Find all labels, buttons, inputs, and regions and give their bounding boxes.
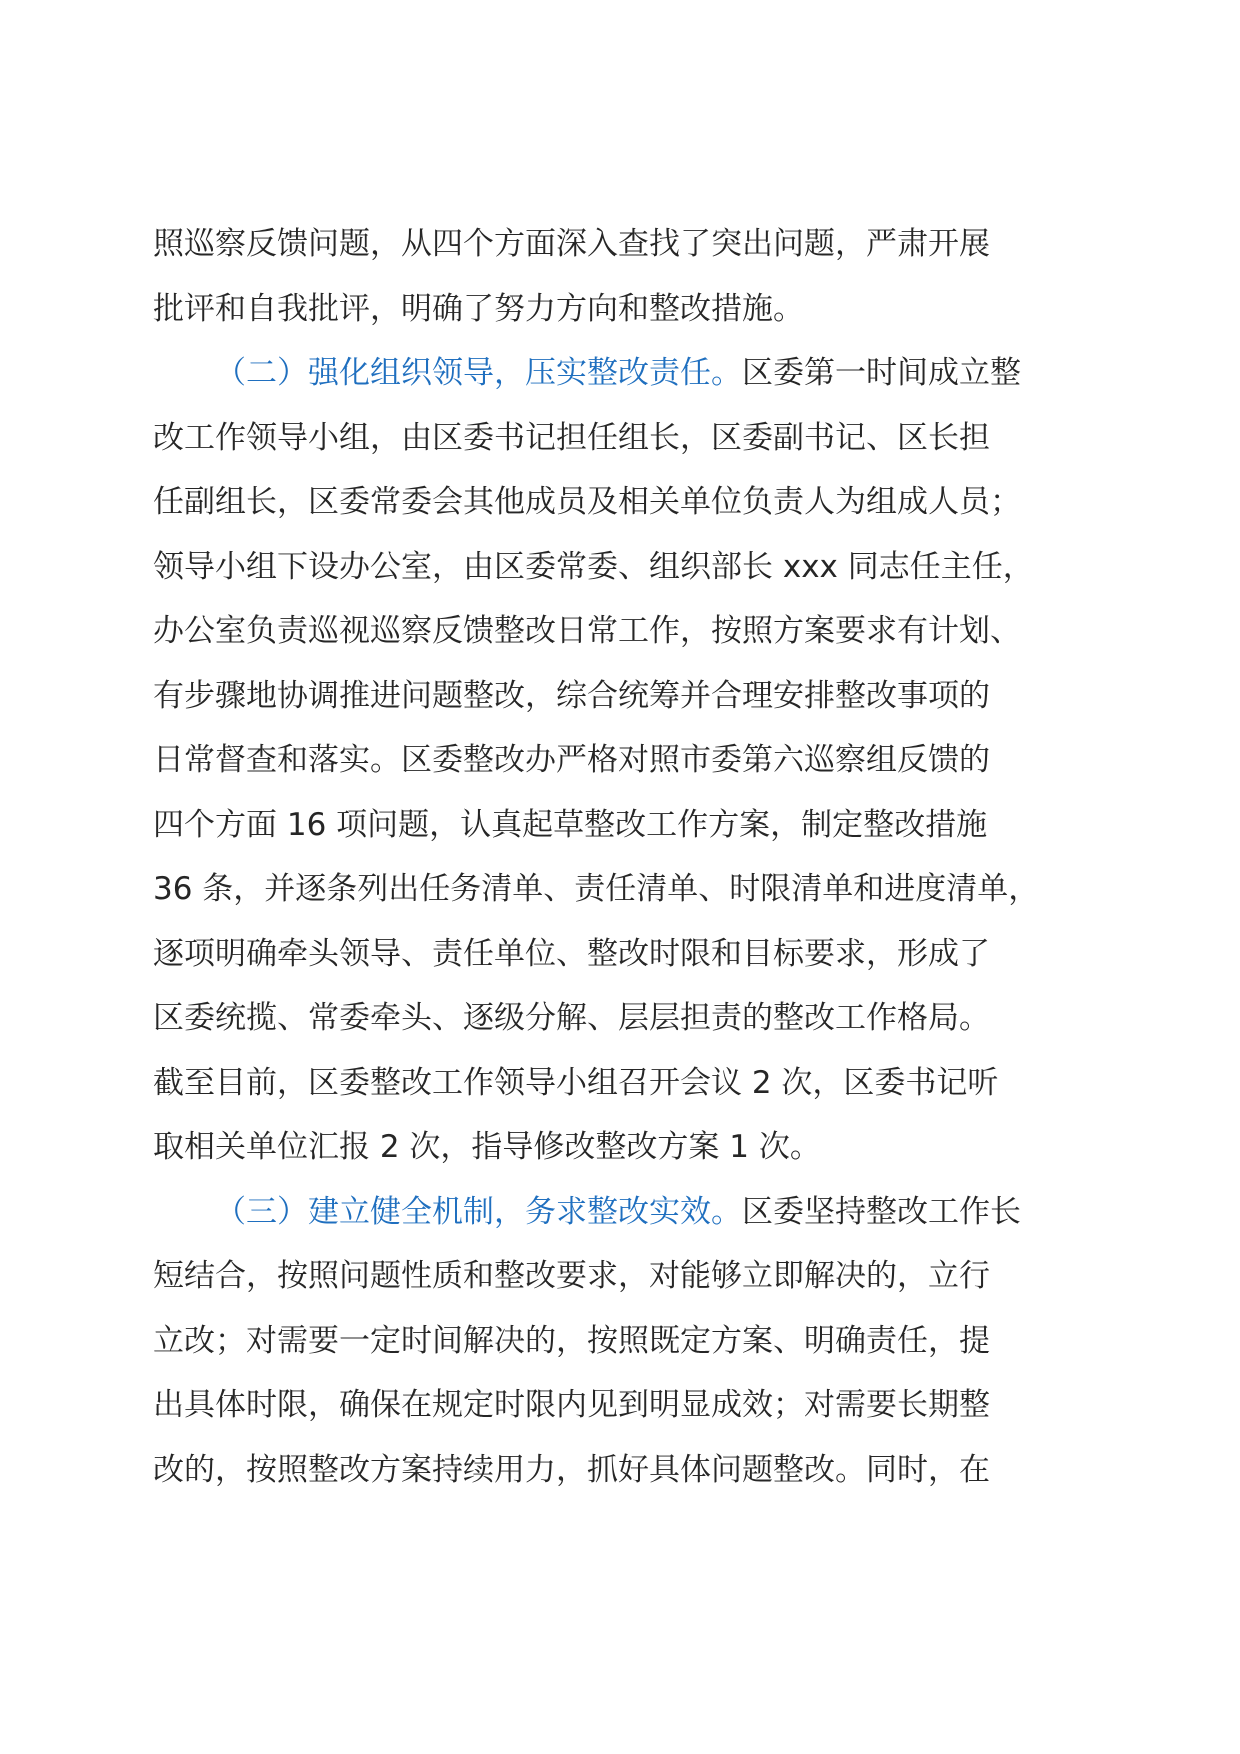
- line-text: 有步骤地协调推进问题整改，综合统筹并合理安排整改事项的: [153, 677, 990, 714]
- line-text: 四个方面 16 项问题，认真起草整改工作方案，制定整改措施: [153, 806, 988, 843]
- line-text: 取相关单位汇报 2 次，指导修改整改方案 1 次。: [153, 1129, 821, 1165]
- text-line: [153, 1051, 1083, 1116]
- text-line: [153, 857, 1083, 922]
- text-line: [153, 535, 1083, 600]
- section-heading-3: （三）建立健全机制，务求整改实效。: [215, 1193, 742, 1230]
- paragraph-start-line: [153, 341, 1083, 406]
- line-text: 截至目前，区委整改工作领导小组召开会议 2 次，区委书记听: [153, 1064, 999, 1101]
- text-line: [153, 922, 1083, 987]
- line-text: 短结合，按照问题性质和整改要求，对能够立即解决的，立行: [153, 1258, 990, 1294]
- text-line: [153, 212, 1083, 277]
- text-line: [153, 1438, 1083, 1503]
- line-text: 任副组长，区委常委会其他成员及相关单位负责人为组成人员；: [153, 484, 1021, 520]
- line-text: 立改；对需要一定时间解决的，按照既定方案、明确责任，提: [153, 1322, 990, 1359]
- line-text: 领导小组下设办公室，由区委常委、组织部长 xxx 同志任主任，: [153, 548, 1034, 585]
- line-text: 改工作领导小组，由区委书记担任组长，区委副书记、区长担: [153, 419, 990, 456]
- text-line: [153, 406, 1083, 471]
- line-text: 日常督查和落实。区委整改办严格对照市委第六巡察组反馈的: [153, 742, 990, 778]
- line-text: 逐项明确牵头领导、责任单位、整改时限和目标要求，形成了: [153, 935, 990, 972]
- text-line: [153, 664, 1083, 729]
- text-line: [153, 986, 1083, 1051]
- line-text: 照巡察反馈问题，从四个方面深入查找了突出问题，严肃开展: [153, 226, 990, 262]
- paragraph-start-line: [153, 1180, 1083, 1245]
- text-line: [153, 599, 1083, 664]
- text-line: [153, 1115, 1083, 1180]
- line-text: 区委统揽、常委牵头、逐级分解、层层担责的整改工作格局。: [153, 1000, 990, 1036]
- line-text: 出具体时限，确保在规定时限内见到明显成效；对需要长期整: [153, 1387, 990, 1423]
- text-line: [153, 470, 1083, 535]
- line-text: 区委第一时间成立整: [742, 355, 1021, 391]
- line-text: 36 条，并逐条列出任务清单、责任清单、时限清单和进度清单，: [153, 871, 1040, 907]
- document-body: [153, 212, 1083, 1502]
- text-line: [153, 277, 1083, 342]
- text-line: [153, 1309, 1083, 1374]
- line-text: 区委坚持整改工作长: [742, 1193, 1021, 1230]
- line-text: 改的，按照整改方案持续用力，抓好具体问题整改。同时，在: [153, 1451, 990, 1488]
- text-line: [153, 1373, 1083, 1438]
- line-text: 批评和自我批评，明确了努力方向和整改措施。: [153, 290, 804, 327]
- line-text: 办公室负责巡视巡察反馈整改日常工作，按照方案要求有计划、: [153, 613, 1021, 649]
- text-line: [153, 728, 1083, 793]
- text-line: [153, 1244, 1083, 1309]
- section-heading-2: （二）强化组织领导，压实整改责任。: [215, 355, 742, 391]
- text-line: [153, 793, 1083, 858]
